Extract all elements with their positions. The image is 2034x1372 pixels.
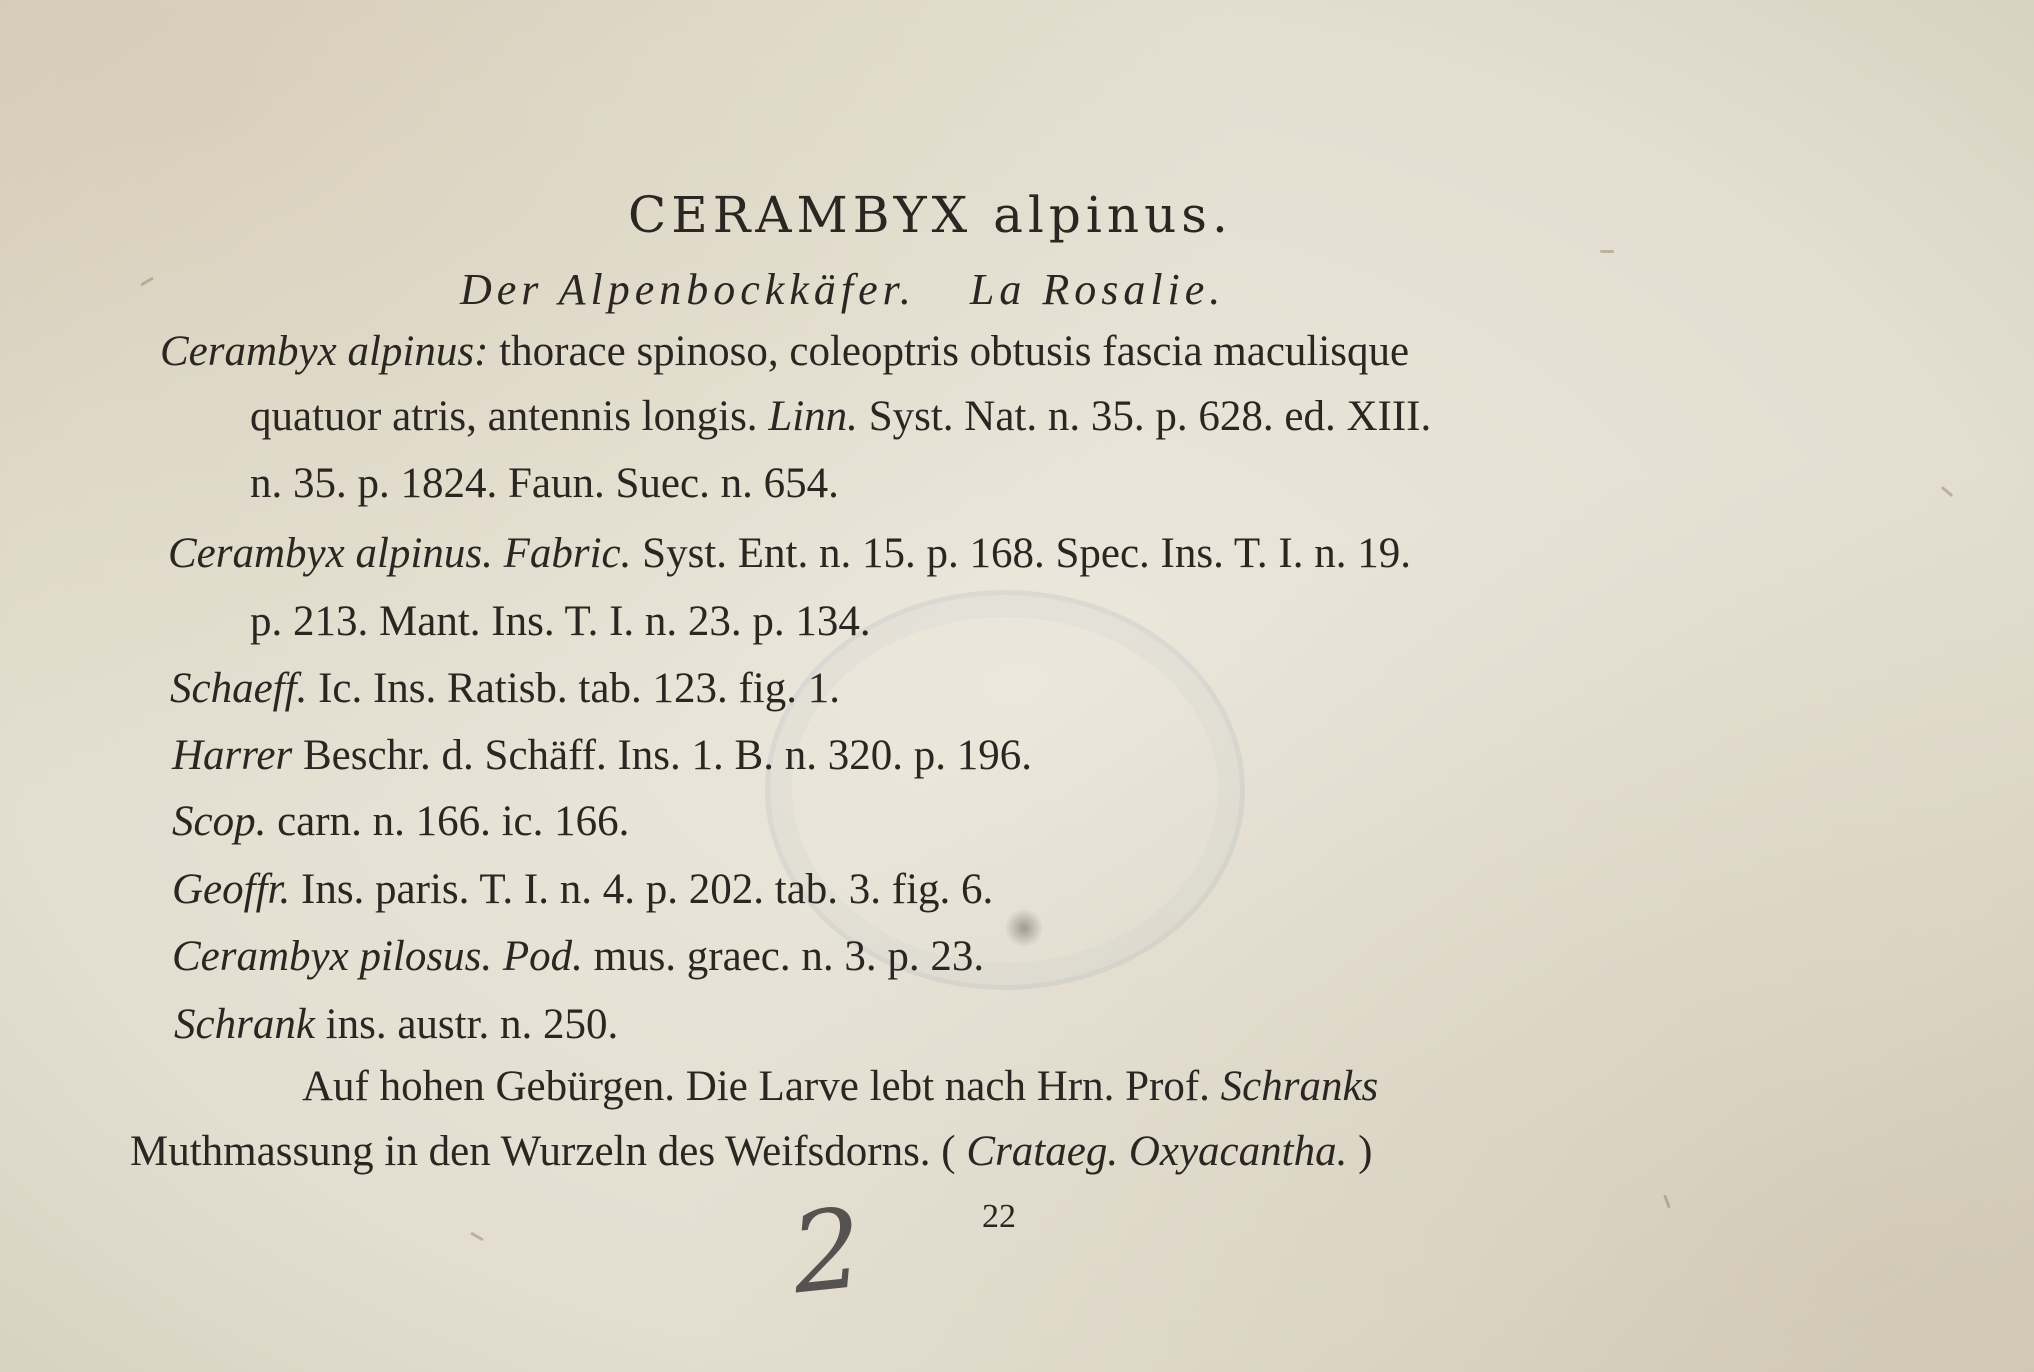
citation-text: Syst. Ent. n. 15. p. 168. Spec. Ins. T. I. n. 19.	[631, 530, 1411, 577]
page-number: 22	[982, 1198, 1016, 1235]
citation-text: Ic. Ins. Ratisb. tab. 123. fig. 1.	[307, 665, 840, 712]
reference-line-5	[250, 600, 871, 643]
title-genus: CERAMBYX	[628, 186, 973, 244]
reference-line-1	[160, 330, 1409, 373]
citation-text	[493, 530, 504, 577]
subtitle	[460, 265, 1226, 314]
citation-text: Ins. paris. T. I. n. 4. p. 202. tab. 3. fig. 6.	[290, 866, 994, 913]
citation-text: mus. graec. n. 3. p. 23.	[582, 933, 985, 980]
citation-text: quatuor atris, antennis longis.	[250, 393, 769, 440]
habitat-line-2	[130, 1130, 1372, 1173]
handwritten-mark: 2	[785, 1183, 869, 1319]
citation-text: Muthmassung in den Wurzeln des Weifsdorns. (	[130, 1128, 967, 1175]
paper-fleck	[1600, 250, 1614, 253]
italic-citation-text: Schrank	[174, 1001, 315, 1048]
italic-citation-text: Geoffr.	[172, 866, 291, 913]
subtitle-french: La Rosalie.	[969, 265, 1226, 314]
paper-fleck	[1663, 1194, 1671, 1208]
citation-text	[492, 933, 503, 980]
reference-line-10	[172, 935, 984, 978]
title-species: alpinus.	[993, 186, 1233, 244]
italic-citation-text: Fabric.	[503, 530, 632, 577]
citation-text: Syst. Nat. n. 35. p. 628. ed. XIII.	[857, 393, 1432, 440]
citation-text: carn. n. 166. ic. 166.	[266, 798, 630, 845]
citation-text: p. 213. Mant. Ins. T. I. n. 23. p. 134.	[250, 598, 871, 645]
paper-fleck	[470, 1232, 484, 1242]
reference-line-9	[172, 868, 993, 911]
reference-line-2	[250, 395, 1431, 438]
citation-text: thorace spinoso, coleoptris obtusis fascia maculisque	[488, 328, 1410, 375]
reference-line-6	[170, 667, 840, 710]
italic-citation-text: Cerambyx pilosus.	[172, 933, 493, 980]
citation-text: n. 35. p. 1824. Faun. Suec. n. 654.	[250, 460, 839, 507]
habitat-line-1	[302, 1065, 1378, 1108]
citation-text: )	[1347, 1128, 1373, 1175]
italic-citation-text: Linn.	[768, 393, 858, 440]
italic-citation-text: Schranks	[1220, 1063, 1379, 1110]
italic-citation-text: Pod.	[502, 933, 583, 980]
italic-citation-text: Scop.	[172, 798, 267, 845]
page-title	[628, 186, 1233, 244]
reference-line-4	[168, 532, 1411, 575]
italic-citation-text: Cerambyx alpinus:	[160, 328, 489, 375]
italic-citation-text: Crataeg. Oxyacantha.	[966, 1128, 1348, 1175]
ink-smudge	[1005, 908, 1043, 948]
italic-citation-text: Schaeff.	[170, 665, 308, 712]
paper-fleck	[140, 277, 154, 287]
subtitle-german: Der Alpenbockkäfer.	[460, 265, 916, 314]
citation-text: Beschr. d. Schäff. Ins. 1. B. n. 320. p. 196.	[292, 732, 1032, 779]
citation-text: ins. austr. n. 250.	[314, 1001, 619, 1048]
italic-citation-text: Cerambyx alpinus.	[168, 530, 493, 577]
reference-line-8	[172, 800, 629, 843]
reference-line-11	[174, 1003, 618, 1046]
reference-line-7	[172, 734, 1032, 777]
paper-fleck	[1941, 486, 1954, 497]
reference-line-3	[250, 462, 839, 505]
citation-text: Auf hohen Gebürgen. Die Larve lebt nach Hrn. Prof.	[302, 1063, 1221, 1110]
italic-citation-text: Harrer	[172, 732, 293, 779]
